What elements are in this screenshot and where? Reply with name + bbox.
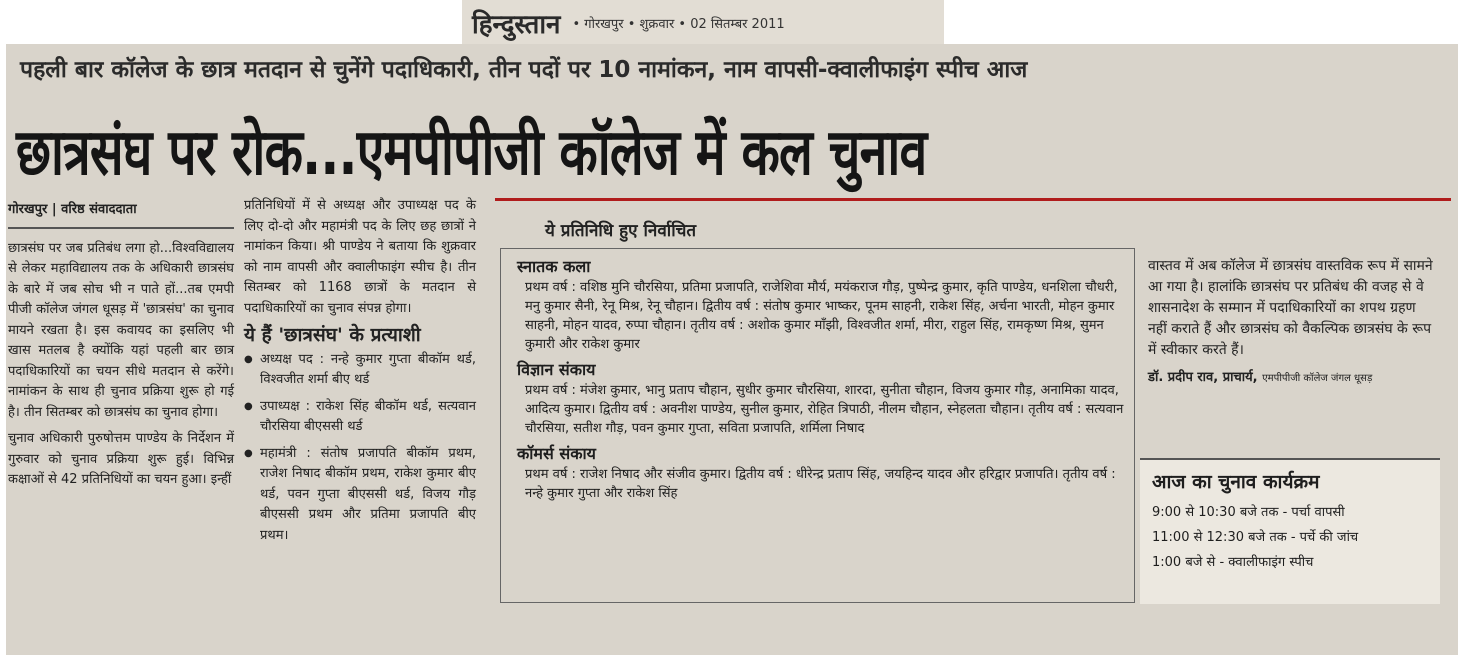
- section-body: प्रथम वर्ष : मंजेश कुमार, भानु प्रताप चौहान, सुधीर कुमार चौरसिया, शारदा, सुनीता चौहान, विजय कुमार गौड़, अनामिका यादव, आदित्य कुमार। द्वितीय वर्ष : अवनीश पाण्डेय, सुनील कुमार, रोहित त्रिपाठी, नीलम चौहान, स्नेहलता चौहान। तृतीय वर्ष : सत्यवान चौरसिया, सतीश गौड़, पवन कुमार गुप्ता, सविता प्रजापति, शर्मिला निषाद: [525, 383, 1124, 436]
- candidate-item: ● उपाध्यक्ष : राकेश सिंह बीकॉम थर्ड, सत्यवान चौरसिया बीएससी थर्ड: [244, 397, 476, 438]
- section-title: विज्ञान संकाय: [517, 360, 596, 379]
- candidate-item: ● अध्यक्ष पद : नन्हे कुमार गुप्ता बीकॉम थर्ड, विश्वजीत शर्मा बीए थर्ड: [244, 350, 476, 391]
- elected-representatives-box: [500, 248, 1135, 603]
- paragraph: चुनाव अधिकारी पुरुषोत्तम पाण्डेय के निर्देशन में गुरुवार को चुनाव प्रक्रिया शुरू हुई। विभिन्न कक्षाओं से 42 प्रतिनिधियों का चयन हुआ। इन्हीं: [8, 431, 234, 487]
- headline: छात्रसंघ पर रोक...एमपीपीजी कॉलेज में कल चुनाव: [16, 116, 927, 190]
- section-title: स्नातक कला: [517, 257, 591, 276]
- paragraph: छात्रसंघ पर जब प्रतिबंध लगा हो...विश्वविद्यालय से लेकर महाविद्यालय तक के अधिकारी छात्रसंघ के बारे में जब सोच भी न पाते हों...तब एमपी पीजी कॉलेज जंगल धूसड़ में 'छात्रसंघ' का चुनाव मायने रखता है। इस कवायद का इसलिए भी खास मतलब है क्योंकि यहां पहली बार छात्र पदाधिकारियों का चयन सीधे मतदान से करेंगे। नामांकन के साथ ही चुनाव प्रक्रिया शुरू हो गई है। तीन सितम्बर को छात्रसंघ का चुनाव होगा।: [8, 240, 234, 420]
- section-body: प्रथम वर्ष : वशिष्ठ मुनि चौरसिया, प्रतिमा प्रजापति, राजेशिवा मौर्य, मयंकराज गौड़, पुष्पेन्द्र कुमार, कृति पाण्डेय, धनशिला चौधरी, मनु कुमार सैनी, रेनू मिश्र, रेनू चौहान। द्वितीय वर्ष : संतोष कुमार भाष्कर, पूनम साहनी, राकेश सिंह, अर्चना भारती, मोहन कुमार साहनी, मोहन यादव, रुप्पा चौहान। तृतीय वर्ष : अशोक कुमार मॉंझी, विश्वजीत शर्मा, मीरा, राहुल सिंह, रामकृष्ण मिश्र, सुमन कुमारी और राकेश कुमार: [525, 280, 1118, 352]
- programme-title: आज का चुनाव कार्यक्रम: [1152, 471, 1320, 493]
- paragraph: प्रतिनिधियों में से अध्यक्ष और उपाध्यक्ष पद के लिए दो-दो और महामंत्री पद के लिए छह छात्रों ने नामांकन किया। श्री पाण्डेय ने बताया कि शुक्रवार को नाम वापसी और क्वालीफाइंग स्पीच है। तीन सितम्बर को 1168 छात्रों के मतदान से पदाधिकारियों का चुनाव संपन्न होगा।: [244, 198, 476, 316]
- election-programme-box: [1140, 458, 1440, 604]
- edition-meta: • गोरखपुर • शुक्रवार • 02 सितम्बर 2011: [572, 17, 785, 32]
- elected-box-title: ये प्रतिनिधि हुए निर्वाचित: [545, 221, 697, 241]
- section-divider: [495, 198, 1451, 201]
- newspaper-title: हिन्दुस्तान: [472, 10, 561, 40]
- quote-text: वास्तव में अब कॉलेज में छात्रसंघ वास्तविक रूप में सामने आ गया है। हालांकि छात्रसंघ पर प्रतिबंध की वजह से वे शासनादेश के सम्मान में पदाधिकारियों का शपथ ग्रहण नहीं कराते हैं और छात्रसंघ को वैकल्पिक छात्रसंघ के रूप में स्वीकार करते हैं।: [1148, 258, 1433, 358]
- principal-quote: [1148, 256, 1433, 389]
- quote-author: डॉ. प्रदीप राव, प्राचार्य,: [1148, 370, 1258, 385]
- section-body: प्रथम वर्ष : राजेश निषाद और संजीव कुमार। द्वितीय वर्ष : धीरेन्द्र प्रताप सिंह, जयहिन्द यादव और हरिद्वार प्रजापति। तृतीय वर्ष : नन्हे कुमार गुप्ता और राकेश सिंह: [525, 467, 1116, 501]
- programme-item: 1:00 बजे से - क्वालीफाइंग स्पीच: [1152, 555, 1314, 570]
- section-title: कॉमर्स संकाय: [517, 444, 596, 463]
- programme-item: 9:00 से 10:30 बजे तक - पर्चा वापसी: [1152, 505, 1345, 520]
- candidates-heading: ये हैं 'छात्रसंघ' के प्रत्याशी: [244, 324, 421, 346]
- programme-item: 11:00 से 12:30 बजे तक - पर्चे की जांच: [1152, 530, 1359, 545]
- candidate-item: ● महामंत्री : संतोष प्रजापति बीकॉम प्रथम, राजेश निषाद बीकॉम प्रथम, राकेश कुमार बीए थर्ड, पवन गुप्ता बीएससी थर्ड, विजय गौड़ बीएससी प्रथम और प्रतिमा प्रजापति बीए प्रथम।: [244, 444, 476, 547]
- byline: गोरखपुर | वरिष्ठ संवाददाता: [8, 200, 234, 229]
- subheadline: पहली बार कॉलेज के छात्र मतदान से चुनेंगे पदाधिकारी, तीन पदों पर 10 नामांकन, नाम वापसी-क्वालीफाइंग स्पीच आज: [20, 57, 1028, 83]
- article-column-2: [244, 196, 476, 552]
- masthead: [462, 0, 944, 46]
- quote-affiliation: एमपीपीजी कॉलेज जंगल धूसड़: [1262, 373, 1373, 384]
- article-column-1: [8, 200, 234, 497]
- quote-signature: [1148, 367, 1433, 389]
